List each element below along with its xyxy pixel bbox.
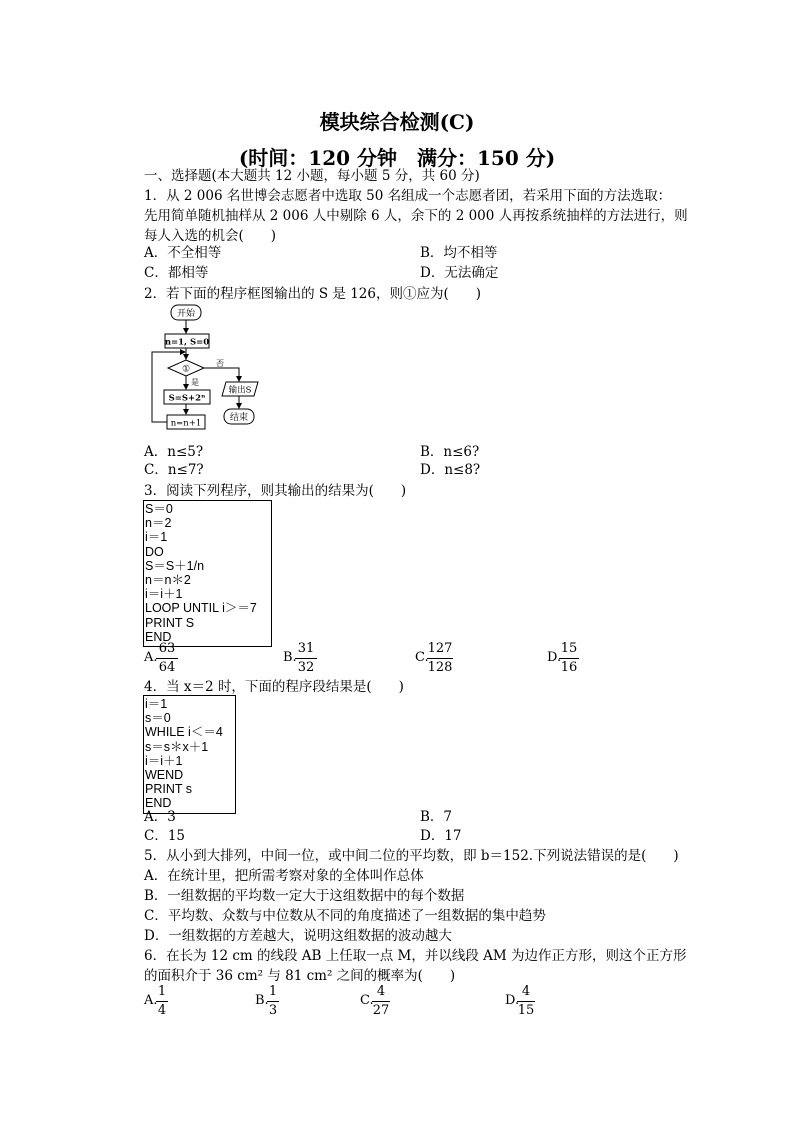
q2-text-line: 2．若下面的程序框图输出的 S 是 126，则①应为( ): [144, 286, 482, 302]
q5-option-c: C．平均数、众数与中位数从不同的角度描述了一组数据的集中趋势: [144, 908, 546, 924]
page-subtitle: (时间：120 分钟 满分：150 分): [238, 146, 556, 170]
q1-option-b: B．均不相等: [420, 245, 498, 261]
fraction-denominator: 128: [427, 660, 453, 675]
code-line: i＝i＋1: [145, 753, 183, 768]
fraction-denominator: 15: [517, 1003, 535, 1018]
fraction-denominator: 4: [157, 1003, 167, 1018]
flow-body-label: S=S+2ⁿ: [168, 393, 206, 404]
fraction-numerator: 4: [376, 984, 386, 999]
option-label: D.: [505, 993, 520, 1008]
fraction-numerator: 63: [158, 641, 176, 656]
code-line: S＝S＋1/n: [145, 558, 205, 573]
code-line: i＝i＋1: [145, 587, 183, 602]
q6-text-line: 的面积介于 36 cm² 与 81 cm² 之间的概率为( ): [144, 968, 456, 984]
fraction-denominator: 16: [560, 660, 578, 675]
q2-flowchart: [140, 300, 270, 440]
fraction-denominator: 64: [158, 660, 176, 675]
q5-option-b: B．一组数据的平均数一定大于这组数据中的每个数据: [144, 888, 465, 904]
code-line: i＝1: [145, 697, 168, 711]
option-label: B.: [283, 650, 297, 665]
q1-text-line: 先用简单随机抽样从 2 006 人中剔除 6 人，余下的 2 000 人再按系统抽样的方法进行，则: [144, 208, 688, 224]
q3-code-box: [143, 500, 272, 647]
option-label: A.: [144, 993, 158, 1008]
fraction-denominator: 3: [268, 1003, 278, 1018]
fraction-numerator: 4: [521, 984, 531, 999]
option-label: C.: [360, 993, 374, 1008]
code-line: s＝0: [145, 711, 171, 726]
code-line: END: [145, 796, 172, 811]
q1-option-a: A．不全相等: [144, 245, 222, 261]
code-line: WEND: [145, 768, 184, 783]
fraction-denominator: 32: [297, 660, 315, 675]
q3-text-line: 3．阅读下列程序，则其输出的结果为( ): [144, 483, 407, 499]
fraction-numerator: 1: [157, 984, 167, 999]
section-heading: 一、选择题(本大题共 12 小题，每小题 5 分，共 60 分): [144, 168, 480, 184]
code-line: i＝1: [145, 530, 168, 545]
code-line: n＝n＊2: [145, 573, 191, 588]
fraction-denominator: 27: [372, 1003, 390, 1018]
q1-text-line: 1．从 2 006 名世博会志愿者中选取 50 名组成一个志愿者团，若采用下面的方法选取：: [144, 188, 672, 204]
code-line: END: [145, 629, 172, 644]
q4-option-a: A．3: [144, 809, 176, 825]
q2-option-c: C．n≤7?: [144, 462, 204, 478]
flow-init-label: n=1, S=0: [164, 337, 210, 348]
q4-option-d: D．17: [420, 828, 462, 844]
q2-option-a: A．n≤5?: [144, 444, 204, 460]
q2-option-d: D．n≤8?: [420, 462, 481, 478]
q5-option-d: D．一组数据的方差越大，说明这组数据的波动越大: [144, 928, 452, 944]
flow-start-label: 开始: [176, 309, 196, 319]
code-line: LOOP UNTIL i＞＝7: [145, 601, 257, 616]
code-line: S＝0: [145, 502, 173, 516]
q5-text-line: 5．从小到大排列，中间一位，或中间二位的平均数，即 b＝152.下列说法错误的是( ): [144, 848, 679, 864]
flow-increment-label: n=n+1: [170, 418, 202, 429]
q6-text-line: 6．在长为 12 cm 的线段 AB 上任取一点 M，并以线段 AM 为边作正方形，则这个正方形: [144, 948, 687, 964]
page-title: 模块综合检测(C): [319, 110, 475, 134]
fraction-numerator: 1: [268, 984, 278, 999]
q4-code-box: [143, 695, 236, 814]
code-line: PRINT s: [145, 782, 192, 797]
code-line: n＝2: [145, 516, 172, 531]
option-label: A.: [144, 650, 158, 665]
q4-text-line: 4．当 x＝2 时，下面的程序段结果是( ): [144, 679, 404, 695]
q4-option-c: C．15: [144, 828, 186, 844]
q2-option-b: B．n≤6?: [420, 444, 480, 460]
code-line: s＝s＊x＋1: [145, 739, 209, 754]
code-line: PRINT S: [145, 615, 195, 630]
fraction-numerator: 127: [427, 641, 453, 656]
fraction-numerator: 31: [297, 641, 315, 656]
code-line: DO: [145, 544, 164, 559]
fraction-numerator: 15: [560, 641, 578, 656]
flow-yes-label: 是: [191, 378, 199, 387]
option-label: D.: [547, 650, 562, 665]
flow-end-label: 结束: [229, 413, 249, 423]
option-label: B.: [255, 993, 269, 1008]
flow-no-label: 否: [216, 359, 224, 368]
flow-output-label: 输出S: [228, 385, 252, 396]
q1-text-line: 每人入选的机会( ): [144, 228, 277, 244]
q4-option-b: B．7: [420, 809, 453, 825]
code-line: WHILE i＜＝4: [145, 725, 223, 740]
q5-option-a: A．在统计里，把所需考察对象的全体叫作总体: [144, 868, 424, 884]
option-label: C.: [415, 650, 429, 665]
q1-option-d: D．无法确定: [420, 265, 499, 281]
flow-condition-label: ①: [181, 364, 191, 375]
q1-option-c: C．都相等: [144, 265, 209, 281]
